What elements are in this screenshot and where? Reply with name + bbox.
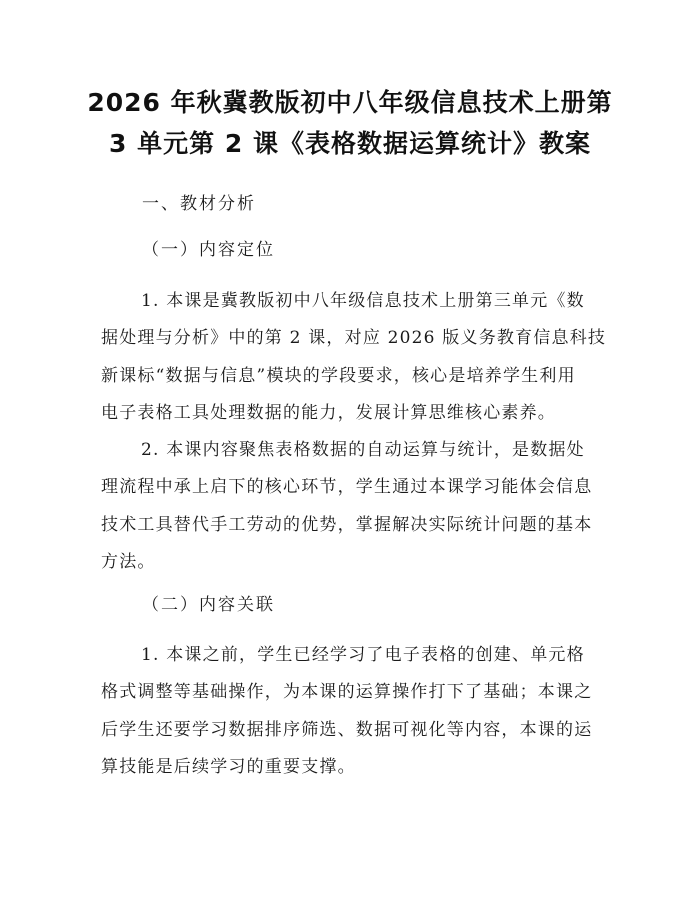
- section-heading-textbook-analysis: 一、教材分析: [142, 194, 256, 214]
- subsection-heading-content-positioning: （一）内容定位: [142, 240, 275, 260]
- paragraph-line: 2. 本课内容聚焦表格数据的自动运算与统计，是数据处: [141, 440, 585, 460]
- paragraph-3: [101, 637, 600, 786]
- paragraph-line: 1. 本课是冀教版初中八年级信息技术上册第三单元《数: [141, 291, 585, 311]
- paragraph-line: 新课标“数据与信息”模块的学段要求，核心是培养学生利用: [101, 365, 576, 386]
- paragraph-line: 算技能是后续学习的重要支撑。: [101, 756, 356, 777]
- document-title-line-1: 2026 年秋冀教版初中八年级信息技术上册第: [87, 88, 613, 117]
- paragraph-line: 1. 本课之前，学生已经学习了电子表格的创建、单元格: [141, 645, 585, 665]
- paragraph-line: 据处理与分析》中的第 2 课，对应 2026 版义务教育信息科技: [101, 328, 607, 349]
- paragraph-line: 技术工具替代手工劳动的优势，掌握解决实际统计问题的基本: [101, 514, 593, 535]
- paragraph-line: 后学生还要学习数据排序筛选、数据可视化等内容，本课的运: [101, 719, 593, 740]
- paragraph-line: 理流程中承上启下的核心环节，学生通过本课学习能体会信息: [101, 477, 593, 498]
- paragraph-1: [101, 283, 607, 432]
- paragraph-line: 方法。: [101, 551, 156, 572]
- paragraph-line: 格式调整等基础操作，为本课的运算操作打下了基础；本课之: [101, 682, 593, 703]
- paragraph-line: 电子表格工具处理数据的能力，发展计算思维核心素养。: [101, 402, 556, 423]
- subsection-heading-content-relation: （二）内容关联: [142, 595, 275, 615]
- paragraph-2: [101, 432, 600, 581]
- document-title-line-2: 3 单元第 2 课《表格数据运算统计》教案: [109, 129, 591, 158]
